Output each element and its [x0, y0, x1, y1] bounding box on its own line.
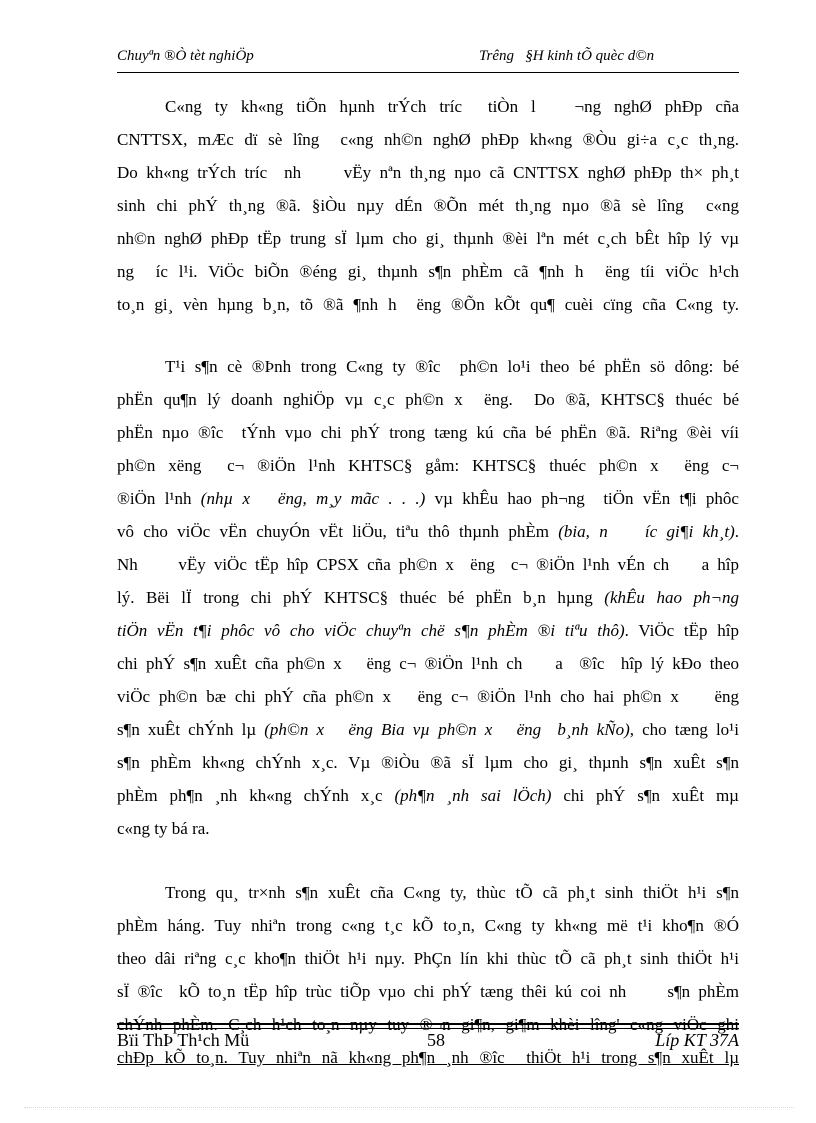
text-line: theo dâi riªng c¸c kho¶n thiÖt h¹i nµy. PhÇn lín khi thùc tÕ cã ph¸t sinh thiÖt h¹i [117, 949, 739, 968]
text-line: viÖc ph©n bæ chi phÝ cña ph©n x ëng c¬ ®iÖn l¹nh cho hai ph©n x ëng [117, 687, 739, 706]
text-line: to¸n gi¸ vèn hµng b¸n, tõ ®ã ¶nh h ëng ®Õn kÕt qu¶ cuèi cïng cña C«ng ty. [117, 295, 739, 314]
page-header [117, 48, 739, 70]
text-line: s¶n xuÊt chÝnh lµ (ph©n x ëng Bia vµ ph©n x ëng b¸nh kÑo), cho tæng lo¹i [117, 720, 739, 739]
text-line: Nh vËy viÖc tËp hîp CPSX cña ph©n x ëng c¬ ®iÖn l¹nh vÉn ch a hîp [117, 555, 739, 574]
text-line: chÐp kÕ to¸n. Tuy nhiªn nã kh«ng ph¶n ¸nh ®îc thiÖt h¹i trong s¶n xuÊt lµ [117, 1048, 739, 1067]
text-line: chi phÝ s¶n xuÊt cña ph©n x ëng c¬ ®iÖn l¹nh ch a ®îc hîp lý kÐo theo [117, 654, 739, 673]
text-line: C«ng ty kh«ng tiÕn hµnh trÝch tríc tiÒn l ¬ng nghØ phÐp cña [165, 97, 739, 116]
footer-class: Líp KT 37A [655, 1030, 739, 1050]
text-line: tiÖn vËn t¶i phôc vô cho viÖc chuyªn chë s¶n phÈm ®i tiªu thô). ViÖc tËp hîp [117, 621, 739, 640]
footer-rule [117, 1023, 739, 1025]
footer-rule [117, 1028, 739, 1029]
text-line: ph©n xëng c¬ ®iÖn l¹nh KHTSC§ gåm: KHTSC§ thuéc ph©n x ëng c¬ [117, 456, 739, 475]
footer-author: Bïi ThÞ Th¹ch Mü [117, 1030, 250, 1050]
text-line: chÝnh phÈm. C¸ch h¹ch to¸n nµy tuy ®¬n gi¶n, gi¶m khèi lîng' c«ng viÖc ghi [117, 1015, 739, 1034]
text-line: c«ng ty bá ra. [117, 819, 210, 838]
text-line: phÈm háng. Tuy nhiªn trong c«ng t¸c kÕ to¸n, C«ng ty kh«ng më t¹i kho¶n ®Ó [117, 916, 739, 935]
text-line: phËn qu¶n lý doanh nghiÖp vµ c¸c ph©n x ëng. Do ®ã, KHTSC§ thuéc bé [117, 390, 739, 409]
text-line: T¹i s¶n cè ®Þnh trong C«ng ty ®îc ph©n lo¹i theo bé phËn sö dông: bé [165, 357, 739, 376]
text-line: s¶n phÈm kh«ng chÝnh x¸c. Vµ ®iÒu ®ã sÏ lµm cho gi¸ thµnh s¶n xuÊt s¶n [117, 753, 739, 772]
page-footer [117, 1030, 739, 1056]
header-university: Trêng §H kinh tÕ quèc d©n [479, 48, 655, 64]
text-line: sÏ ®îc kÕ to¸n tËp hîp trùc tiÕp vµo chi phÝ tæng thêi kú coi nh s¶n phÈm [117, 982, 739, 1001]
text-line: sinh chi phÝ th¸ng ®ã. §iÒu nµy dÉn ®Õn mét th¸ng nµo ®ã sè lîng c«ng [117, 196, 739, 215]
section-heading [117, 318, 739, 348]
text-line: vô cho viÖc vËn chuyÓn vËt liÖu, tiªu thô thµnh phÈm (bia, n íc gi¶i kh¸t). [117, 522, 739, 541]
section-heading [117, 844, 739, 874]
text-line: ®iÖn l¹nh (nhµ x ëng, m¸y mãc . . .) vµ khÊu hao ph¬ng tiÖn vËn t¶i phôc [117, 489, 739, 508]
text-line: phÈm ph¶n ¸nh kh«ng chÝnh x¸c (ph¶n ¸nh sai lÖch) chi phÝ s¶n xuÊt mµ [117, 786, 739, 805]
text-line: lý. Bëi lÏ trong chi phÝ KHTSC§ thuéc bé phËn b¸n hµng (khÊu hao ph¬ng [117, 588, 739, 607]
header-rule [117, 72, 739, 73]
text-line: phËn nµo ®îc tÝnh vµo chi phÝ trong tæng kú cña bé phËn ®ã. Riªng ®èi víi [117, 423, 739, 442]
text-line: CNTTSX, mÆc dï sè lîng c«ng nh©n nghØ phÐp kh«ng ®Òu gi÷a c¸c th¸ng. [117, 130, 739, 149]
text-line: Trong qu¸ tr×nh s¶n xuÊt cña C«ng ty, thùc tÕ cã ph¸t sinh thiÖt h¹i s¶n [165, 883, 739, 902]
header-thesis-title: Chuyªn ®Ò tèt nghiÖp [117, 48, 254, 64]
text-line: nh©n nghØ phÐp tËp trung sÏ lµm cho gi¸ thµnh ®èi lªn mét c¸ch bÊt hîp lý vµ [117, 229, 739, 248]
page-bottom-edge [24, 1107, 794, 1108]
text-line: ng íc l¹i. ViÖc biÕn ®éng gi¸ thµnh s¶n phÈm cã ¶nh h ëng tíi viÖc h¹ch [117, 262, 739, 281]
text-line: Do kh«ng trÝch tríc nh vËy nªn th¸ng nµo cã CNTTSX nghØ phÐp th× ph¸t [117, 163, 739, 182]
page-number: 58 [427, 1030, 445, 1050]
